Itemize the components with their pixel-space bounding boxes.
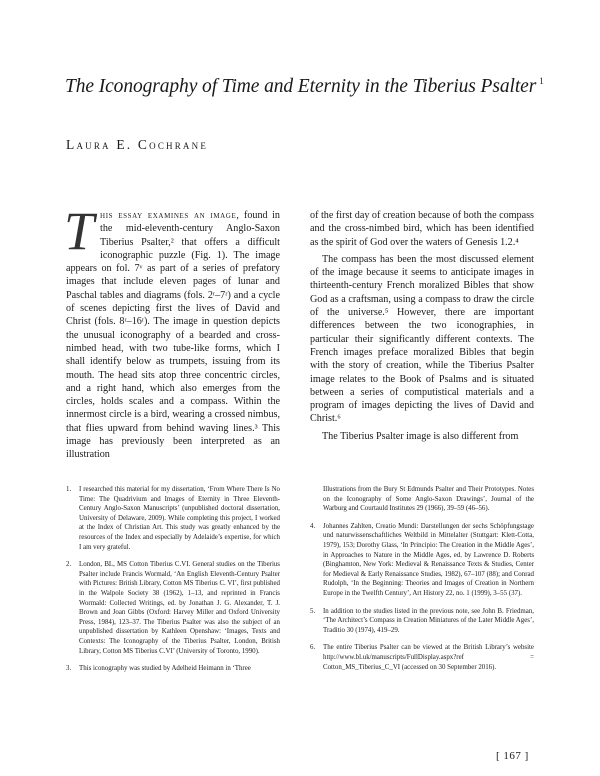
author-name: Laura E. Cochrane — [66, 137, 209, 152]
footnote-number: 5. — [310, 607, 316, 615]
body-column-right — [310, 209, 534, 443]
footnote — [66, 560, 280, 656]
body-paragraph-2: The compass has been the most discussed element of the image because it seems to anticipate images in thirteenth-century French moralized Bibles that show God as a craftsman, using a compass to draw the circle of the universe.⁵ However, there are important differences between the two iconographies, in particular their significantly different contexts. The French images preface moralized Bibles that begin with the story of creation, while the Tiberius Psalter image relates to the Book of Psalms and is situated between a series of computistical materials and a program of images depicting the lives of David and Christ.⁶ — [310, 253, 534, 425]
body-column-left — [64, 201, 280, 462]
footnote-number: 3. — [66, 665, 72, 673]
footnote — [66, 664, 280, 674]
paragraph-1-text: found in the mid-eleventh-century Anglo-Saxon Tiberius Psalter,² that offers a difficult iconographic puzzle (Fig. 1). The image appears on fol. 7ᵛ as part of a series of prefatory images that include eleven pages of lunar and Paschal tables and diagrams (fols. 2ʳ–7ʳ) and a cycle of scenes depicting first the lives of David and Christ (fols. 8ʳ–16ʳ). The image in question depicts the unusual iconography of a bearded and cross-nimbed head, with two tube-like forms, which I shall identify below as trumpets, issuing from its mouth. The head sits atop three concentric circles, and a right hand, which also emerges from the circles, holds scales and a compass. Within the innermost circle is a bird, wearing a crossed nimbus, that flies upward from behind waving lines.³ This image has previously been interpreted as an illustration — [66, 210, 280, 461]
footnote-text: The entire Tiberius Psalter can be viewed at the British Library’s website http://www.bl.uk/manuscripts/FullDisplay.aspx?ref = Cotton_MS_Tiberius_C_VI (accessed on 30 September 2016). — [323, 644, 534, 671]
title-footnote-marker: 1 — [539, 76, 544, 86]
body-paragraph-1 — [64, 201, 280, 462]
footnote-text: London, BL, MS Cotton Tiberius C.VI. General studies on the Tiberius Psalter include Francis Wormald, ‘An English Eleventh-Century Psalter with Pictures: British Library, Cotton MS Tiberius C. VI’, first published in the Walpole Society 38 (1962), 1–13, and reprinted in Francis Wormald: Collected Writings, ed. by Jonathan J. G. Alexander, T. J. Brown and Joan Gibbs (Oxford: Harvey Miller and Oxford University Press, 1984), 123–37. The Tiberius Psalter was also the subject of an unpublished dissertation by Kathleen Openshaw: ‘Images, Texts and Contexts: The Iconography of the Tiberius Psalter, London, British Library, Cotton MS Tiberius C.VI’ (University of Toronto, 1990). — [79, 561, 280, 655]
drop-cap: T — [64, 201, 95, 261]
footnote-text: Johannes Zahlten, Creatio Mundi: Darstellungen der sechs Schöpfungstage und naturwissenschaftliches Weltbild in Mittelalter (Stuttgart: Klett-Cotta, 1979), 153; Dorothy Glass, ‘In Principio: The Creation in the Middle Ages’, in Approaches to Nature in the Middle Ages, ed. by Lawrence D. Roberts (Binghamton, New York: Medieval & Renaissance Texts & Studies, Center for Medieval & Early Renaissance Studies, 1982), 67–107 (88); and Conrad Rudolph, ‘In the Beginning: Theories and Images of Creation in Northern Europe in the Twelfth Century’, Art History 22, no. 1 (1999), 3–55 (37). — [323, 522, 534, 597]
footnote — [310, 643, 534, 672]
footnote — [310, 607, 534, 636]
footnote-text: I researched this material for my dissertation, ‘From Where There Is No Time: The Quadrivium and Images of Eternity in Three Eleventh-Century Anglo-Saxon Manuscripts’ (unpublished doctoral dissertation, University of Delaware, 2009). While completing this project, I worked at the Index of Christian Art. This study was greatly enhanced by the resources of the Index and especially by Adelaide’s expertise, for which I am very grateful. — [79, 486, 280, 551]
footnote-text: This iconography was studied by Adelheid Heimann in ‘Three — [79, 665, 251, 673]
footnote-continued — [310, 485, 534, 514]
footnote-text: Illustrations from the Bury St Edmunds Psalter and Their Prototypes. Notes on the Iconography of Some Anglo-Saxon Drawings’, Journal of the Warburg and Courtauld Institutes 29 (1966), 39–59 (46–56). — [323, 486, 534, 513]
article-title-text: The Iconography of Time and Eternity in the Tiberius Psalter — [65, 76, 537, 97]
footnote-number: 1. — [66, 486, 72, 493]
footnote-number: 4. — [310, 522, 316, 530]
footnote-number: 2. — [66, 561, 72, 569]
footnote — [66, 485, 280, 552]
footnotes-right — [310, 485, 534, 680]
page-number: [ 167 ] — [496, 750, 529, 762]
footnote — [310, 522, 534, 599]
footnotes-left — [66, 485, 280, 682]
lead-in-small-caps: his essay examines an image, — [100, 210, 240, 221]
article-title — [65, 76, 545, 98]
footnote-number: 6. — [310, 644, 316, 652]
paragraph-1-continued: of the first day of creation because of both the compass and the cross-nimbed bird, which has been identified as the spirit of God over the waters of Genesis 1.2.⁴ — [310, 210, 534, 248]
footnote-text: In addition to the studies listed in the previous note, see John B. Friedman, ‘The Architect’s Compass in Creation Miniatures of the Later Middle Ages’, Traditio 30 (1974), 419–29. — [323, 607, 534, 634]
body-paragraph-3: The Tiberius Psalter image is also different from — [322, 430, 519, 442]
